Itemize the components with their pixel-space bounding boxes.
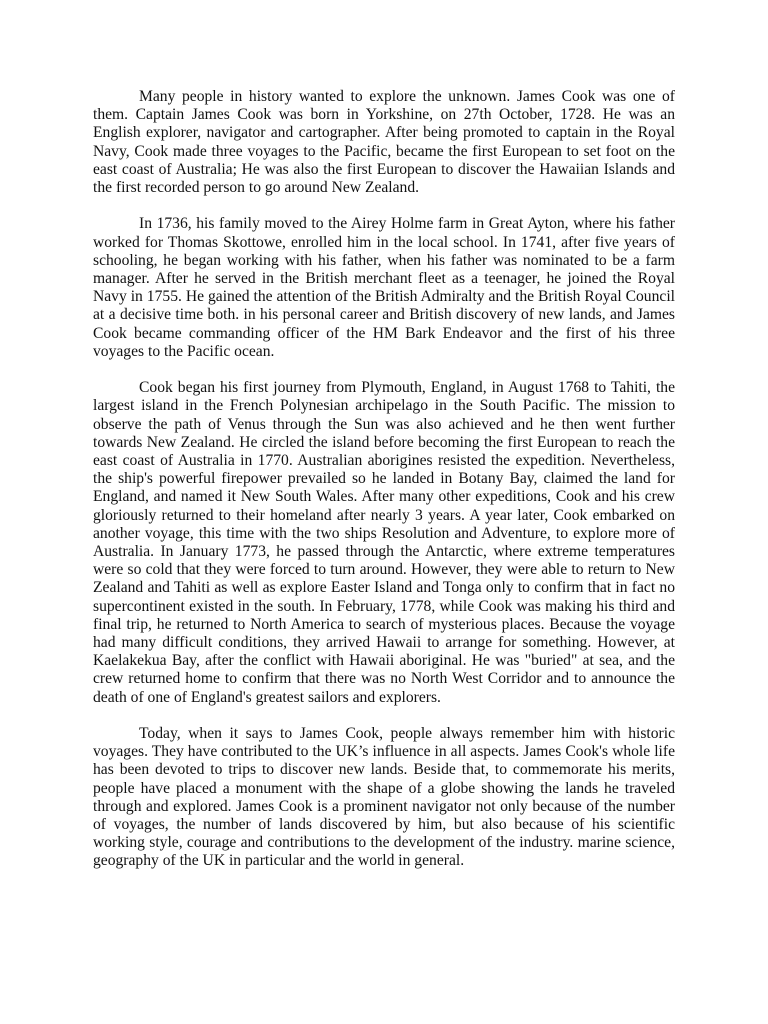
paragraph-voyages: Cook began his first journey from Plymouth, England, in August 1768 to Tahiti, the largest island in the French Polynesian archipelago in the South Pacific. The mission to observe the path of Venus through the Sun was also achieved and he then went further towards New Zealand. He circled the island before becoming the first European to reach the east coast of Australia in 1770. Australian aborigines resisted the expedition. Nevertheless, the ship's powerful firepower prevailed so he landed in Botany Bay, claimed the land for England, and named it New South Wales. After many other expeditions, Cook and his crew gloriously returned to their homeland after nearly 3 years. A year later, Cook embarked on another voyage, this time with the two ships Resolution and Adventure, to explore more of Australia. In January 1773, he passed through the Antarctic, where extreme temperatures were so cold that they were forced to turn around. However, they were able to return to New Zealand and Tahiti as well as explore Easter Island and Tonga only to confirm that in fact no supercontinent existed in the south. In February, 1778, while Cook was making his third and final trip, he returned to North America to search of mysterious places. Because the voyage had many difficult conditions, they arrived Hawaii to arrange for something. However, at Kaelakekua Bay, after the conflict with Hawaii aboriginal. He was "buried" at sea, and the crew returned home to confirm that there was no North West Corridor and to announce the death of one of England's greatest sailors and explorers. <box>93 379 675 706</box>
paragraph-legacy: Today, when it says to James Cook, people always remember him with historic voyages. They have contributed to the UK’s influence in all aspects. James Cook's whole life has been devoted to trips to discover new lands. Beside that, to commemorate his merits, people have placed a monument with the shape of a globe showing the lands he traveled through and explored. James Cook is a prominent navigator not only because of the number of voyages, the number of lands discovered by him, but also because of his scientific working style, courage and contributions to the development of the industry. marine science, geography of the UK in particular and the world in general. <box>93 725 675 870</box>
paragraph-introduction: Many people in history wanted to explore the unknown. James Cook was one of them. Captain James Cook was born in Yorkshine, on 27th October, 1728. He was an English explorer, navigator and cartographer. After being promoted to captain in the Royal Navy, Cook made three voyages to the Pacific, became the first European to set foot on the east coast of Australia; He was also the first European to discover the Hawaiian Islands and the first recorded person to go around New Zealand. <box>93 88 675 197</box>
paragraph-early-life: In 1736, his family moved to the Airey Holme farm in Great Ayton, where his father worked for Thomas Skottowe, enrolled him in the local school. In 1741, after five years of schooling, he began working with his father, when his father was nominated to be a farm manager. After he served in the British merchant fleet as a teenager, he joined the Royal Navy in 1755. He gained the attention of the British Admiralty and the British Royal Council at a decisive time both. in his personal career and British discovery of new lands, and James Cook became commanding officer of the HM Bark Endeavor and the first of his three voyages to the Pacific ocean. <box>93 215 675 360</box>
document-page <box>93 88 675 889</box>
